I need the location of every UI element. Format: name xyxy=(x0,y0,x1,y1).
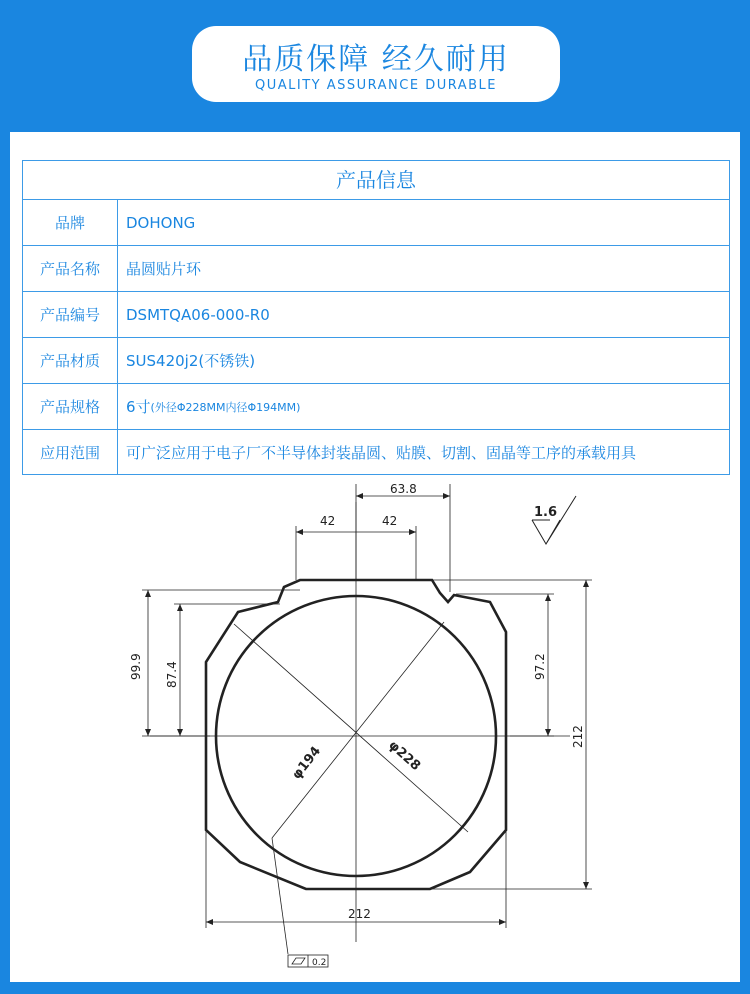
table-row xyxy=(23,200,729,246)
row-label: 产品名称 xyxy=(23,246,118,291)
table-row xyxy=(23,430,729,474)
dim-87-4: 87.4 xyxy=(165,661,179,688)
row-value: DSMTQA06-000-R0 xyxy=(126,305,270,324)
table-row xyxy=(23,292,729,338)
row-value: DOHONG xyxy=(126,213,196,232)
row-label: 产品材质 xyxy=(23,338,118,383)
row-label: 品牌 xyxy=(23,200,118,245)
dim-212-bottom: 212 xyxy=(348,907,371,921)
row-value: 可广泛应用于电子厂不半导体封装晶圆、贴膜、切割、固晶等工序的承载用具 xyxy=(126,443,637,462)
row-value xyxy=(118,384,300,429)
dim-97-2: 97.2 xyxy=(533,653,547,680)
roughness-value: 1.6 xyxy=(534,505,558,520)
table-row xyxy=(23,384,729,430)
table-row xyxy=(23,246,729,292)
product-info-table xyxy=(22,160,730,475)
dia-outer: φ228 xyxy=(385,737,424,774)
table-row xyxy=(23,338,729,384)
roughness-symbol xyxy=(532,496,576,544)
content-panel xyxy=(10,132,740,982)
technical-drawing xyxy=(10,482,740,982)
row-value: 晶圆贴片环 xyxy=(126,260,202,278)
flatness-value: 0.2 xyxy=(312,958,327,968)
dim-42-left: 42 xyxy=(320,514,336,528)
row-value: SUS420j2(不锈铁) xyxy=(126,352,256,370)
spec-main: 6寸 xyxy=(126,398,151,416)
dim-63-8: 63.8 xyxy=(390,482,417,496)
dim-99-9: 99.9 xyxy=(129,653,143,680)
dim-212-side: 212 xyxy=(571,725,585,748)
banner-subtitle: QUALITY ASSURANCE DURABLE xyxy=(255,78,497,93)
row-label: 产品编号 xyxy=(23,292,118,337)
banner-title: 品质保障 经久耐用 xyxy=(242,42,510,77)
dim-42-right: 42 xyxy=(382,514,398,528)
banner xyxy=(192,26,560,102)
table-header: 产品信息 xyxy=(23,161,729,200)
row-label: 产品规格 xyxy=(23,384,118,429)
dia-inner: φ194 xyxy=(289,743,325,783)
spec-detail: (外径Φ228MM内径Φ194MM) xyxy=(150,400,301,414)
row-label: 应用范围 xyxy=(23,430,118,474)
